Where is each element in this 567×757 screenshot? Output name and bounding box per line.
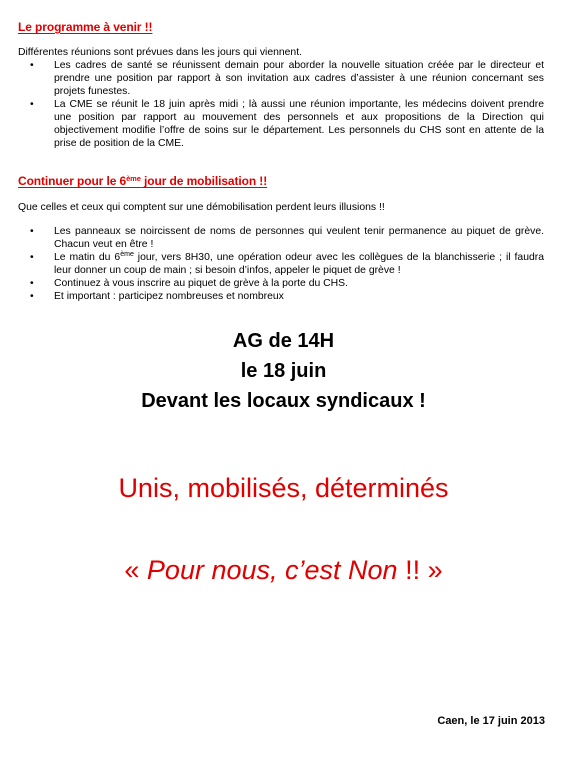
item-superscript: ème xyxy=(120,251,134,258)
item-text: Le matin du 6 xyxy=(54,252,121,263)
slogan-main: Unis, mobilisés, déterminés xyxy=(118,473,449,503)
title-text: Continuer pour le 6 xyxy=(18,174,127,188)
list-item: • Continuez à vous inscrire au piquet de grève à la porte du CHS. xyxy=(54,277,544,290)
assembly-location: Devant les locaux syndicaux ! xyxy=(141,390,426,412)
programme-list xyxy=(0,59,567,150)
quote-text: Pour nous, c’est Non xyxy=(146,555,398,585)
quote-open: « xyxy=(124,555,147,585)
assembly-announcement xyxy=(0,326,567,416)
section-intro-programme: Différentes réunions sont prévues dans les jours qui viennent. xyxy=(18,47,302,58)
slogan-quote xyxy=(0,555,567,586)
quote-end: !! » xyxy=(397,555,443,585)
assembly-time: AG de 14H xyxy=(232,330,335,352)
title-text: jour de mobilisation !! xyxy=(140,174,268,188)
section-intro-mobilisation: Que celles et ceux qui comptent sur une démobilisation perdent leurs illusions !! xyxy=(18,202,385,213)
section-title-programme: Le programme à venir !! xyxy=(18,20,153,34)
list-item: • Et important : participez nombreuses et nombreux xyxy=(54,290,544,303)
title-superscript: ème xyxy=(126,174,141,183)
signature-date: Caen, le 17 juin 2013 xyxy=(437,715,545,727)
list-item: • Les cadres de santé se réunissent demain pour aborder la nouvelle situation créée par le directeur et prendre une position par rapport à son invitation aux cadres d’assister à une réunion concernant ses projets funestes. xyxy=(54,59,544,98)
mobilisation-list xyxy=(0,225,567,303)
list-item: • La CME se réunit le 18 juin après midi ; là aussi une réunion importante, les médecins doivent prendre une position par rapport au mouvement des personnels et aux propositions de la Direction qui objectivement modifie l’offre de soins sur le département. Les personnels du CHS sont en attente de la prise de position de la CME. xyxy=(54,98,544,150)
item-text: jour, vers 8H30, une opération odeur avec les collègues de la blanchisserie ; il faudra leur donner un coup de main ; si besoin d’infos, appeler le piquet de grève ! xyxy=(54,252,544,276)
assembly-date: le 18 juin xyxy=(240,360,327,382)
section-title-mobilisation xyxy=(18,174,267,188)
list-item xyxy=(54,251,544,277)
list-item: • Les panneaux se noircissent de noms de personnes qui veulent tenir permanence au piquet de grève. Chacun veut en être ! xyxy=(54,225,544,251)
